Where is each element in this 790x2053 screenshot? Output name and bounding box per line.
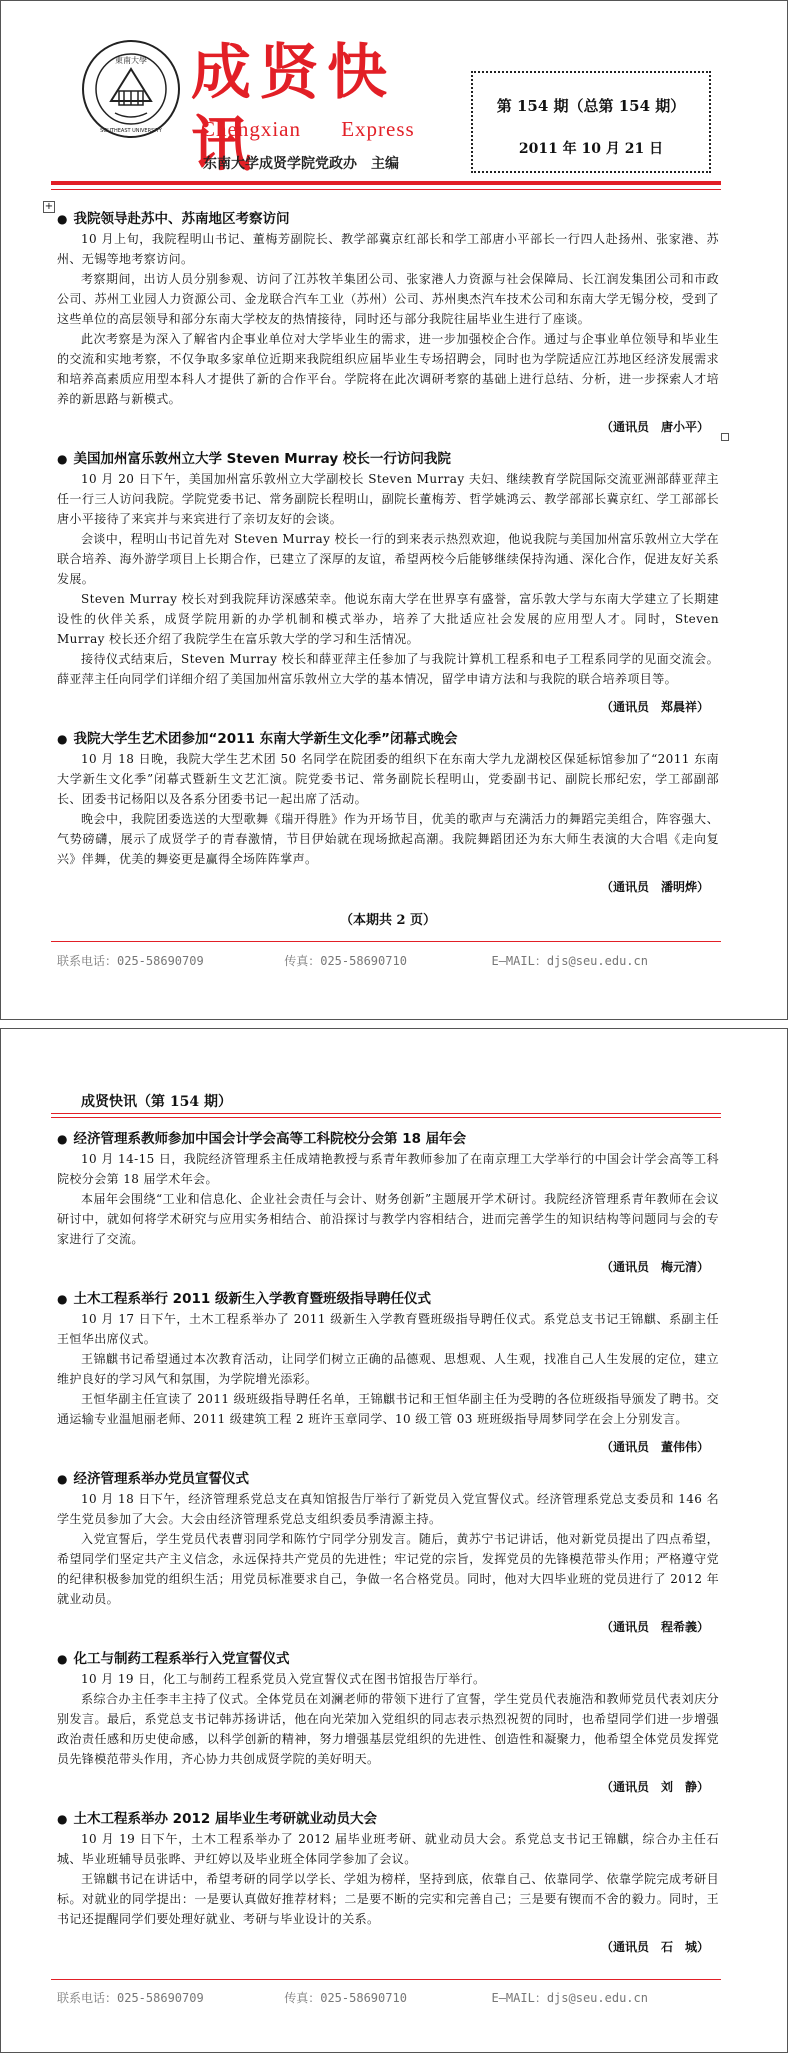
article-paragraph: 10 月 19 日下午，土木工程系举办了 2012 届毕业班考研、就业动员大会。系党总支书记王锦麒，综合办主任石城、毕业班辅导员张晔、尹红婷以及毕业班全体同学参加了会议。 (57, 1832, 719, 1866)
corner-mark-icon (721, 433, 729, 441)
article-title: ● 化工与制药工程系举行入党宣誓仪式 (57, 1651, 290, 1667)
article-paragraph: 入党宣誓后，学生党员代表曹羽同学和陈竹宁同学分别发言。随后，黄苏宁书记讲话，他对新党员提出了四点希望，希望同学们坚定共产主义信念，永远保持共产党员的先进性；牢记党的宗旨，发挥党员的先锋模范带头作用；严格遵守党的纪律积极参加党的组织生活；用党员标准要求自己，争做一名合格党员。同时，他对大四毕业班的党员进行了 2012 年就业动员。 (57, 1532, 719, 1606)
masthead-english-title: Chengxian Express (201, 117, 415, 141)
masthead-title: 成贤快讯 (191, 38, 395, 180)
article (57, 449, 719, 717)
bullet-icon: ● (57, 1292, 68, 1306)
article-paragraph: 10 月 18 日晚，我院大学生艺术团 50 名同学在院团委的组织下在东南大学九龙湖校区保延标馆参加了“2011 东南大学新生文化季”闭幕式暨新生文艺汇演。院党委书记、常务副院长程明山，党委副书记、副院长邢纪宏，学工部副部长、团委书记杨阳以及各系分团委书记一起出席了活动。 (57, 752, 719, 806)
issue-number: 第 154 期（总第 154 期） (496, 97, 686, 115)
footer-divider (51, 1979, 721, 1980)
masthead-divider (51, 181, 721, 185)
bullet-icon: ● (57, 732, 68, 746)
article-paragraph: 王锦麒书记在讲话中，希望考研的同学以学长、学姐为榜样，坚持到底，依靠自己、依靠同学、依靠学院完成考研目标。对就业的同学提出：一是要认真做好推荐材料；二是要不断的完实和完善自己；三是要有锲而不舍的毅力。同时，王书记还提醒同学们要处理好就业、考研与毕业设计的关系。 (57, 1872, 719, 1926)
svg-text:東南大學: 東南大學 (115, 56, 147, 65)
article (57, 1289, 719, 1457)
article-paragraph: 接待仪式结束后，Steven Murray 校长和薛亚萍主任参加了与我院计算机工程系和电子工程系同学的见面交流会。薛亚萍主任向同学们详细介绍了美国加州富乐敦州立大学的基本情况，留学申请方法和与我院的联合培养项目等。 (57, 652, 719, 686)
issue-date: 2011 年 10 月 21 日 (518, 141, 664, 157)
article-paragraph: 晚会中，我院团委选送的大型歌舞《瑞开得胜》作为开场节目，优美的歌声与充满活力的舞蹈完美组合，阵容强大、气势磅礴，展示了成贤学子的青春激情，节目伊始就在现场掀起高潮。我院舞蹈团还为东大师生表演的大合唱《走向复兴》伴舞，优美的舞姿更是赢得全场阵阵掌声。 (57, 812, 719, 866)
article-byline: （通讯员 唐小平） (600, 420, 709, 434)
article-paragraph: 王恒华副主任宣读了 2011 级班级指导聘任名单，王锦麒书记和王恒华副主任为受聘的各位班级指导颁发了聘书。交通运输专业温旭丽老师、2011 级建筑工程 2 班许玉章同学、10 级工管 03 班班级指导周梦同学在会上分别发言。 (57, 1392, 719, 1426)
page-one (0, 0, 788, 1020)
article (57, 209, 719, 437)
footer-divider (51, 941, 721, 942)
article-paragraph: 系综合办主任李丰主持了仪式。全体党员在刘澜老师的带领下进行了宣誓，学生党员代表施浩和教师党员代表刘庆分别发言。最后，系党总支书记韩苏扬讲话，他在向光荣加入党组织的同志表示热烈祝贺的同时，也希望同学们进一步增强政治责任感和历史使命感，以科学创新的精神，努力增强基层党组织的先进性、创造性和凝聚力，他希望全体党员发挥党员先锋模范带头作用，齐心协力共创成贤学院的美好明天。 (57, 1692, 719, 1766)
bullet-icon: ● (57, 1472, 68, 1486)
page-two (0, 1028, 788, 2053)
svg-text:SOUTHEAST UNIVERSITY: SOUTHEAST UNIVERSITY (100, 128, 162, 134)
footer-fax: 传真：025-58690710 (284, 954, 407, 968)
article-paragraph: 10 月 20 日下午，美国加州富乐敦州立大学副校长 Steven Murray 夫妇、继续教育学院国际交流亚洲部薛亚萍主任一行三人访问我院。学院党委书记、常务副院长程明山，副院长董梅芳、哲学姚鸿云、教学部部长冀京红、学工部部长唐小平接待了来宾并与来宾进行了亲切友好的会谈。 (57, 472, 719, 526)
masthead-divider-thin (51, 189, 721, 190)
pages-note: （本期共 2 页） (339, 913, 437, 928)
article-paragraph: 10 月 17 日下午，土木工程系举办了 2011 级新生入学教育暨班级指导聘任仪式。系党总支书记王锦麒、系副主任王恒华出席仪式。 (57, 1312, 719, 1346)
masthead-editor: 东南大学成贤学院党政办 主编 (203, 156, 399, 172)
footer-contact (57, 952, 717, 969)
footer-phone: 联系电话：025-58690709 (57, 1991, 204, 2005)
article-paragraph: 会谈中，程明山书记首先对 Steven Murray 校长一行的到来表示热烈欢迎，他说我院与美国加州富乐敦州立大学在联合培养、海外游学项目上长期合作，已建立了深厚的友谊，希望两校今后能够继续保持沟通、深化合作，促进友好关系发展。 (57, 532, 719, 586)
article-title: ● 我院领导赴苏中、苏南地区考察访问 (57, 211, 290, 227)
article-byline: （通讯员 董伟伟） (600, 1440, 709, 1454)
article-paragraph: Steven Murray 校长对到我院拜访深感荣幸。他说东南大学在世界享有盛誉，富乐敦大学与东南大学建立了长期建设性的伙伴关系，成贤学院用新的办学机制和模式举办，培养了大批适应社会发展的应用型人才。同时，Steven Murray 校长还介绍了我院学生在富乐敦大学的学习和生活情况。 (57, 592, 719, 646)
article (57, 1129, 719, 1277)
article-paragraph: 10 月 19 日，化工与制药工程系党员入党宣誓仪式在图书馆报告厅举行。 (81, 1672, 486, 1686)
article-byline: （通讯员 石 城） (600, 1940, 709, 1954)
bullet-icon: ● (57, 212, 68, 226)
issue-info-box (471, 71, 711, 173)
article (57, 729, 719, 897)
article-paragraph: 10 月上旬，我院程明山书记、董梅芳副院长、教学部冀京红部长和学工部唐小平部长一行四人赴扬州、张家港、苏州、无锡等地考察访问。 (57, 232, 719, 266)
page-two-header: 成贤快讯（第 154 期） (81, 1094, 232, 1110)
page-two-articles (57, 1129, 719, 1969)
article-paragraph: 王锦麒书记希望通过本次教育活动，让同学们树立正确的品德观、思想观、人生观，找准自己人生发展的定位，建立维护良好的学习风气和氛围，为学院增光添彩。 (57, 1352, 719, 1386)
article (57, 1649, 719, 1797)
article-byline: （通讯员 潘明烨） (600, 880, 709, 894)
article-title: ● 土木工程系举行 2011 级新生入学教育暨班级指导聘任仪式 (57, 1291, 431, 1307)
article-paragraph: 10 月 14-15 日，我院经济管理系主任成靖艳教授与系青年教师参加了在南京理工大学举行的中国会计学会高等工科院校分会第 18 届学术年会。 (57, 1152, 719, 1186)
article-title: ● 我院大学生艺术团参加“2011 东南大学新生文化季”闭幕式晚会 (57, 731, 458, 747)
bullet-icon: ● (57, 1132, 68, 1146)
article-paragraph: 10 月 18 日下午，经济管理系党总支在真知馆报告厅举行了新党员入党宣誓仪式。经济管理系党总支委员和 146 名学生党员参加了大会。大会由经济管理系党总支组织委员季清源主持。 (57, 1492, 719, 1526)
article-byline: （通讯员 郑晨祥） (600, 700, 709, 714)
footer-email[interactable]: E—MAIL：djs@seu.edu.cn (491, 954, 648, 968)
article-paragraph: 考察期间，出访人员分别参观、访问了江苏牧羊集团公司、张家港人力资源与社会保障局、长江润发集团公司和市政公司、苏州工业园人力资源公司、金龙联合汽车工业（苏州）公司、苏州奥杰汽车技术公司和东南大学无锡分校，受到了这些单位的高层领导和部分东南大学校友的热情接待，同时还与部分我院往届毕业生进行了座谈。 (57, 272, 719, 326)
article (57, 1809, 719, 1957)
footer-contact (57, 1989, 717, 2006)
article-title: ● 美国加州富乐敦州立大学 Steven Murray 校长一行访问我院 (57, 451, 451, 467)
footer-email[interactable]: E—MAIL：djs@seu.edu.cn (491, 1991, 648, 2005)
article-title: ● 土木工程系举办 2012 届毕业生考研就业动员大会 (57, 1811, 377, 1827)
article-byline: （通讯员 梅元清） (600, 1260, 709, 1274)
article-paragraph: 此次考察是为深入了解省内企事业单位对大学毕业生的需求，进一步加强校企合作。通过与企事业单位领导和毕业生的交流和实地考察，不仅争取多家单位近期来我院组织应届毕业生专场招聘会，同时也为学院适应江苏地区经济发展需求和培养高素质应用型本科人才提供了新的合作平台。学院将在此次调研考察的基础上进行总结、分析，进一步探索人才培养的新思路与新模式。 (57, 332, 719, 406)
article-byline: （通讯员 程希義） (600, 1620, 709, 1634)
page-two-header-divider (51, 1113, 721, 1118)
bullet-icon: ● (57, 1652, 68, 1666)
article-title: ● 经济管理系教师参加中国会计学会高等工科院校分会第 18 届年会 (57, 1131, 467, 1147)
bullet-icon: ● (57, 452, 68, 466)
article-paragraph: 本届年会围绕“工业和信息化、企业社会责任与会计、财务创新”主题展开学术研讨。我院经济管理系青年教师在会议研讨中，就如何将学术研究与应用实务相结合、前沿探讨与教学内容相结合，进而完善学生的知识结构等问题同与会的专家进行了交流。 (57, 1192, 719, 1246)
page-one-articles (57, 209, 719, 928)
expand-toggle-icon[interactable]: + (44, 201, 54, 212)
article-title: ● 经济管理系举办党员宣誓仪式 (57, 1471, 249, 1487)
university-logo-icon (81, 39, 181, 139)
article-byline: （通讯员 刘 静） (600, 1780, 709, 1794)
footer-phone: 联系电话：025-58690709 (57, 954, 204, 968)
bullet-icon: ● (57, 1812, 68, 1826)
article (57, 1469, 719, 1637)
footer-fax: 传真：025-58690710 (284, 1991, 407, 2005)
